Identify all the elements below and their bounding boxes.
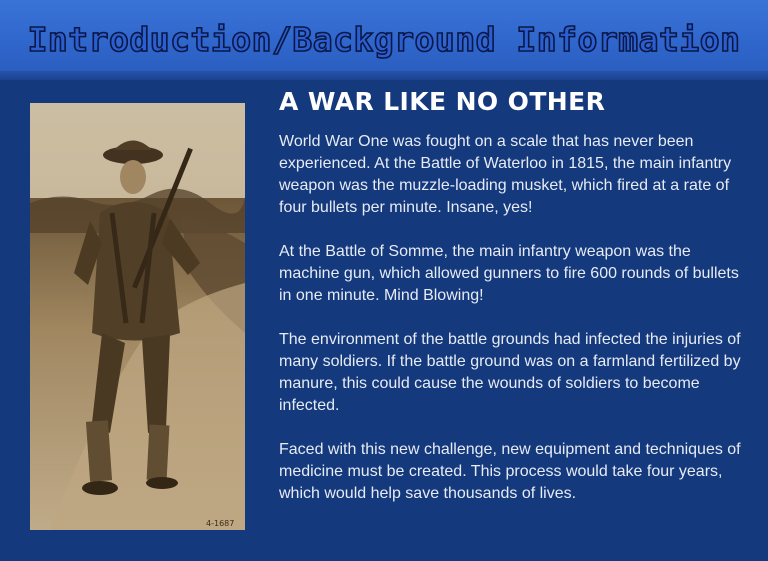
page-title: Introduction/Background Information	[27, 20, 741, 59]
paragraph-waterloo: World War One was fought on a scale that has never been experienced. At the Battle of Waterloo in 1815, the main infantry weapon was the muzzle-loading musket, which fired at a rate of four bullets per minute. Insane, yes!	[279, 133, 732, 216]
paragraph-somme: At the Battle of Somme, the main infantry weapon was the machine gun, which allowed gunners to fire 600 rounds of bullets in one minute. Mind Blowing!	[279, 243, 739, 304]
paragraph-environment: The environment of the battle grounds had infected the injuries of many soldiers. If the battle ground was on a farmland fertilized by manure, this could cause the wounds of soldiers to become infected.	[279, 331, 741, 414]
title-banner	[0, 0, 768, 80]
body-text	[279, 131, 749, 527]
photo-caption: 4-1687	[206, 519, 235, 528]
banner-shadow-edge	[0, 71, 768, 80]
section-heading: A WAR LIKE NO OTHER	[279, 87, 606, 116]
soldier-photo	[30, 103, 245, 530]
paragraph-medicine: Faced with this new challenge, new equipment and techniques of medicine must be created. This process would take four years, which would help save thousands of lives.	[279, 441, 741, 502]
